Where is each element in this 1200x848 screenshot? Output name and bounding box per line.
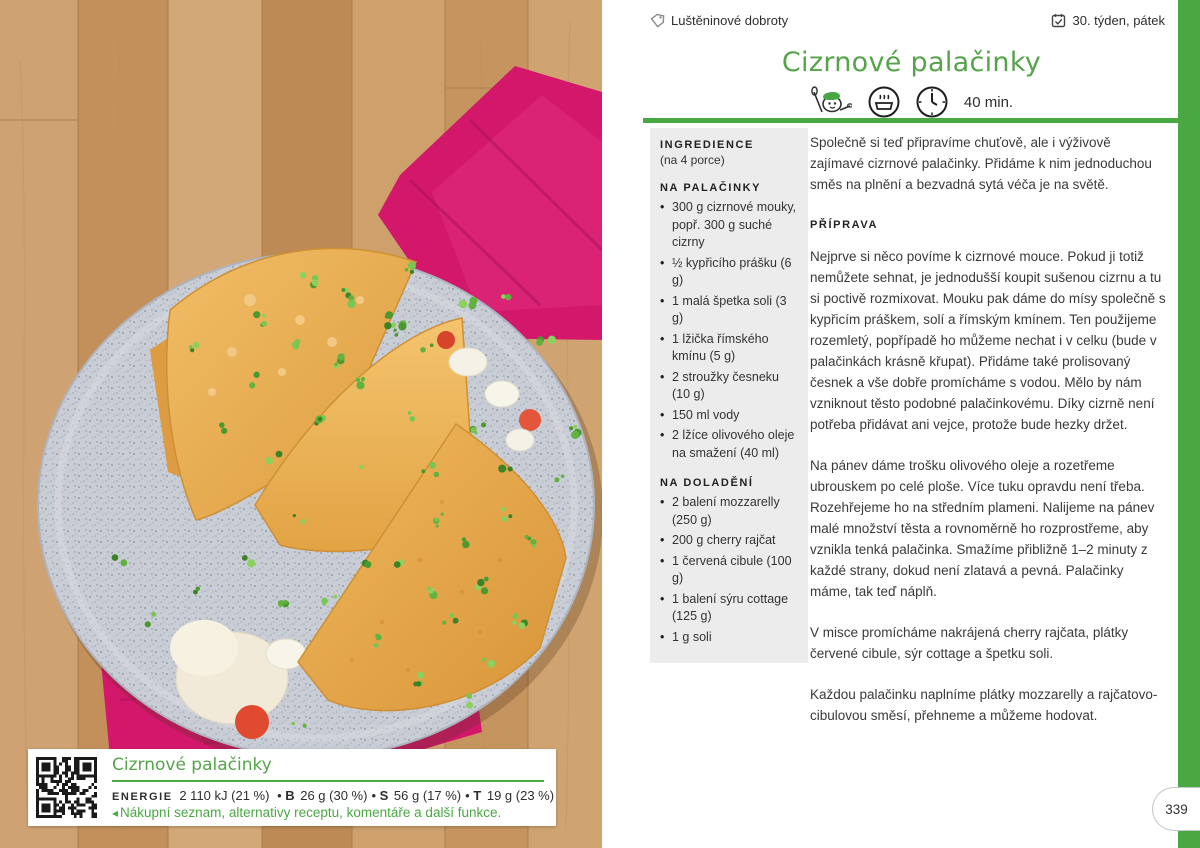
preparation-paragraph: Nejprve si něco povíme k cizrnové mouce. Pokud ji totiž nemůžete sehnat, je jednodušší koupit sušenou cizrnu a tu si poctivě rozmixovat. Mouku pak dáme do mísy společně s kypřicím práškem, solí a římským kmínem. Ten použijeme rozemletý, popřípadě ho můžeme nechat i v celku (bude v palačinkách krásně křupat). Přidáme také prolisovaný česnek a vše dobře promícháme s vodou. Mělo by nám vzniknout těsto podobné palačinkovému. Díky cizrně není potřeba přidávat ani vejce, protože bude hezky držet. — [810, 249, 1166, 432]
nutrient: • S 56 g (17 %) — [371, 788, 461, 803]
group-title: NA PALAČINKY — [660, 182, 762, 194]
page-number: 339 — [1165, 801, 1188, 817]
app-features-link[interactable]: ◂ Nákupní seznam, alternativy receptu, komentáře a další funkce. — [112, 805, 502, 820]
ingredients-heading: INGREDIENCE — [660, 139, 754, 151]
intro-paragraph: Společně si teď připravíme chuťově, ale i výživově zajímavé cizrnové palačinky. Přidáme k nim jednoduchou směs na plnění a bezvadná sytá véča je na světě. — [810, 135, 1152, 192]
recipe-footer-card — [28, 749, 556, 826]
ingredient-item: • 2 stroužky česneku (10 g) — [660, 369, 798, 404]
energy-label: ENERGIE — [112, 791, 173, 803]
week-day — [1051, 13, 1165, 28]
ingredient-group-pancakes — [660, 182, 798, 462]
recipe-meta-icons — [645, 85, 1178, 119]
ingredient-item: • 200 g cherry rajčat — [660, 532, 798, 550]
servings-label: (na 4 porce) — [660, 153, 725, 167]
ingredient-item: • 1 lžička římského kmínu (5 g) — [660, 331, 798, 366]
nutrient: • B 26 g (30 %) — [277, 788, 367, 803]
ingredient-item: • 2 lžíce olivového oleje na smažení (40 ml) — [660, 427, 798, 462]
ingredients-panel — [650, 128, 808, 663]
card-divider — [112, 780, 544, 782]
page-header — [650, 13, 1165, 28]
preparation-paragraph: V misce promícháme nakrájená cherry rajčata, plátky červené cibule, sýr cottage a špetku soli. — [810, 625, 1129, 661]
ingredient-item: • 1 červená cibule (100 g) — [660, 553, 798, 588]
page-edge-band — [1178, 0, 1200, 848]
ingredient-item: • 1 balení sýru cottage (125 g) — [660, 591, 798, 626]
category — [650, 13, 788, 28]
calendar-icon — [1051, 13, 1066, 28]
back-triangle-icon: ◂ — [112, 806, 119, 820]
card-title: Cizrnové palačinky — [112, 755, 272, 775]
tag-icon — [650, 13, 665, 28]
header-divider — [643, 118, 1178, 123]
page-number-tab — [1152, 787, 1200, 831]
preparation-heading: PŘÍPRAVA — [810, 219, 879, 231]
timer-icon — [916, 86, 948, 118]
preparation-paragraph: Každou palačinku naplníme plátky mozzarelly a rajčatovo-cibulovou směsí, přehneme a můžeme hodovat. — [810, 687, 1158, 723]
preparation-paragraph: Na pánev dáme trošku olivového oleje a rozetřeme ubrouskem po celé ploše. Více tuku opravdu není třeba. Rozehřejeme ho na středním plameni. Nalijeme na pánev malé množství těsta a rovnoměrně ho rozprostřeme, aby vznikla tenká palačinka. Smažíme přibližně 1–2 minuty z každé strany, dokud není zlatavá a pevná. Palačinky máme, tak teď náplň. — [810, 458, 1155, 599]
energy-value: 2 110 kJ (21 %) — [179, 788, 270, 803]
cook-time: 40 min. — [963, 93, 1014, 111]
chef-mascot-icon — [810, 86, 852, 118]
ingredient-item: • 150 ml vody — [660, 407, 798, 425]
ingredient-item: • 1 malá špetka soli (3 g) — [660, 293, 798, 328]
ingredient-list — [660, 494, 798, 646]
ingredient-item: • ½ kypřicího prášku (6 g) — [660, 255, 798, 290]
nutrients — [273, 788, 554, 803]
ingredient-item: • 300 g cizrnové mouky, popř. 300 g suché cizrny — [660, 199, 798, 252]
category-label: Luštěninové dobroty — [671, 13, 789, 28]
group-title: NA DOLADĚNÍ — [660, 477, 754, 489]
pan-icon — [868, 86, 900, 118]
ingredient-list — [660, 199, 798, 462]
ingredient-item: • 2 balení mozzarelly (250 g) — [660, 494, 798, 529]
qr-code[interactable] — [33, 754, 100, 821]
nutrition-line — [112, 788, 555, 803]
week-day-label: 30. týden, pátek — [1072, 13, 1165, 28]
ingredient-item: • 1 g soli — [660, 629, 798, 647]
preparation-steps — [810, 246, 1168, 726]
nutrient: • T 19 g (23 %) — [465, 788, 554, 803]
method-column — [810, 132, 1168, 746]
ingredient-group-topping — [660, 477, 798, 646]
recipe-title: Cizrnové palačinky — [781, 47, 1042, 78]
